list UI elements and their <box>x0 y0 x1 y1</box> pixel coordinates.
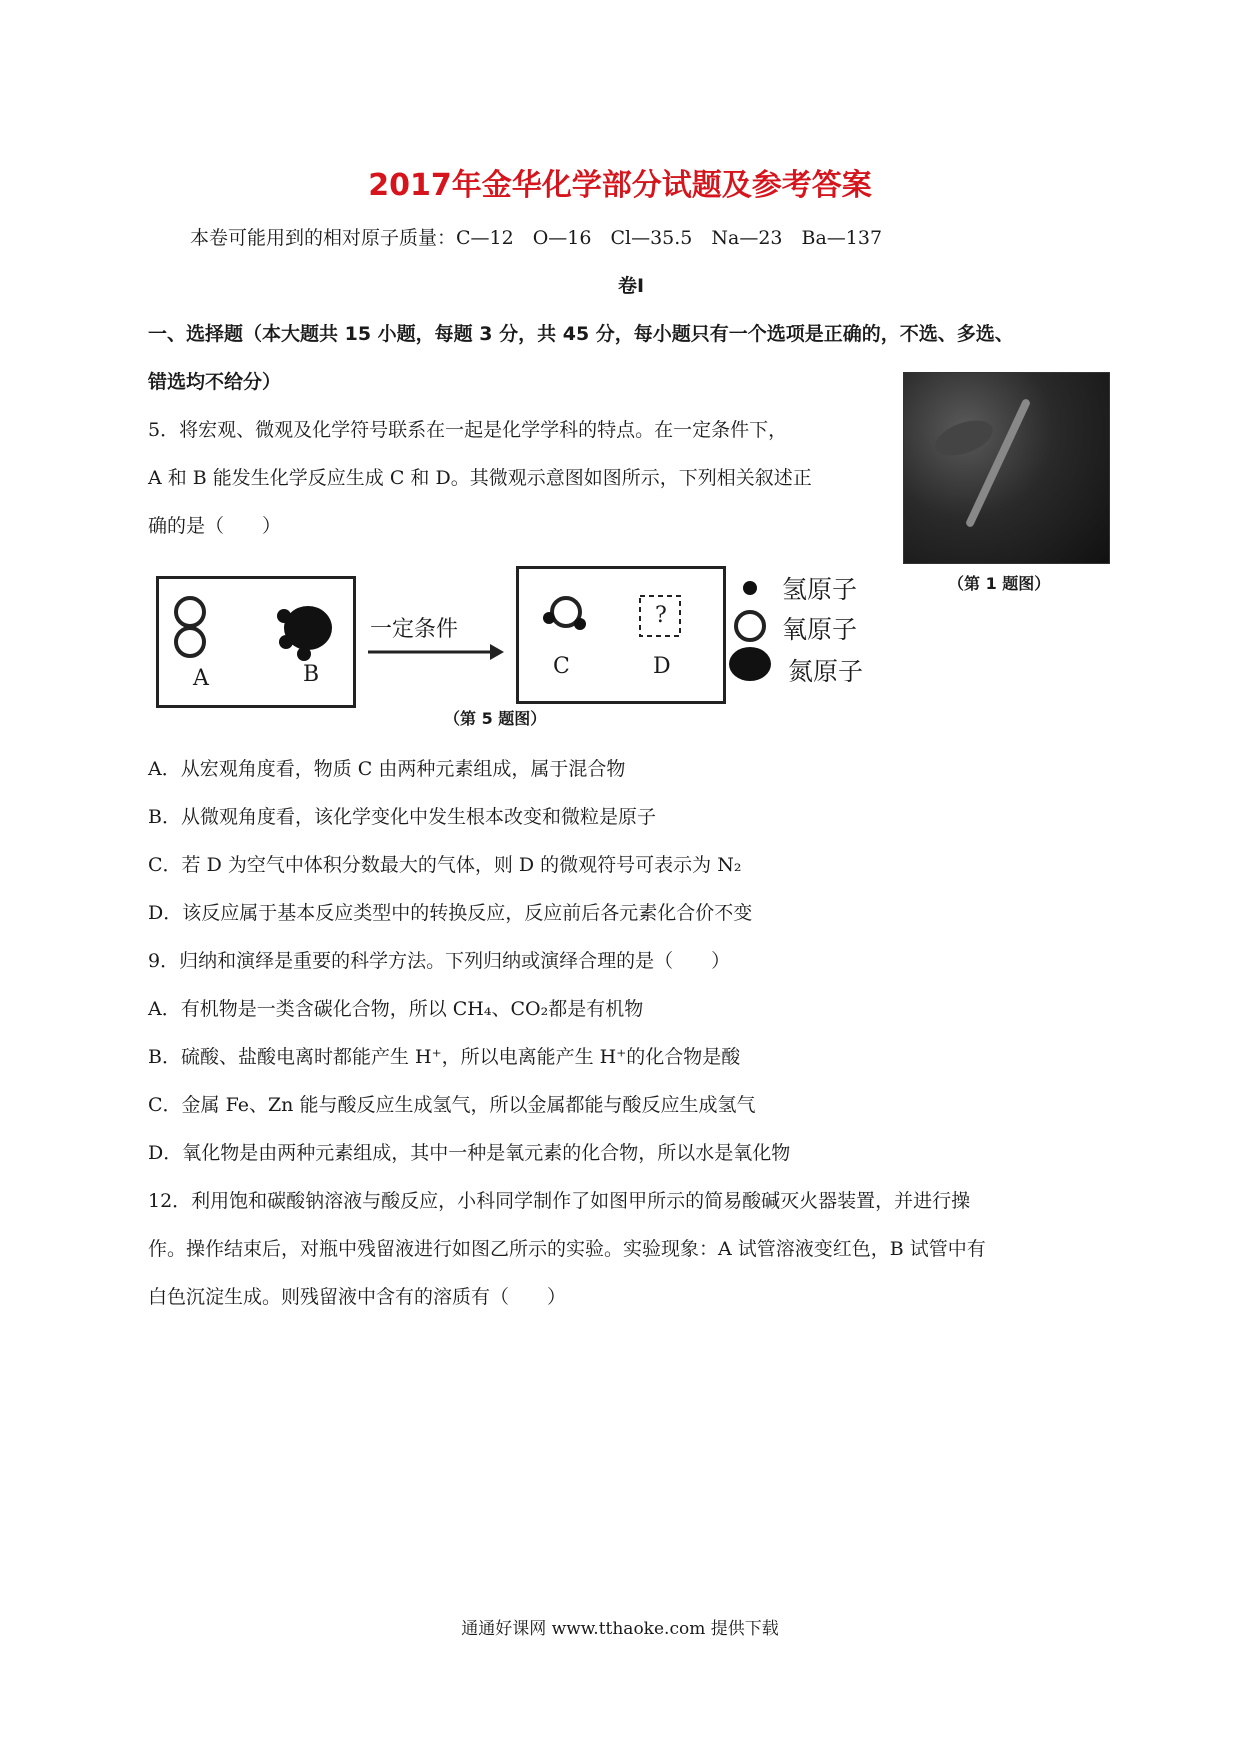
c-hydrogen-atom-1 <box>543 612 555 624</box>
q5-option-b: B．从微观角度看，该化学变化中发生根本改变和微粒是原子 <box>148 806 656 828</box>
figure1-photo <box>903 372 1110 564</box>
legend-oxygen: 氧原子 <box>782 615 858 644</box>
arrow-text: 一定条件 <box>370 617 459 642</box>
document-title: 2017年金华化学部分试题及参考答案 <box>368 168 872 203</box>
hydrogen-legend-icon <box>743 581 757 595</box>
q5-stem-line2: A 和 B 能发生化学反应生成 C 和 D。其微观示意图如图所示，下列相关叙述正 <box>148 467 812 489</box>
label-d: D <box>653 654 671 679</box>
q5-option-a: A．从宏观角度看，物质 C 由两种元素组成，属于混合物 <box>148 758 626 780</box>
page-footer: 通通好课网 www.tthaoke.com 提供下载 <box>461 1619 779 1639</box>
figure5-caption: （第 5 题图） <box>444 709 547 728</box>
q12-stem-line1: 12．利用饱和碳酸钠溶液与酸反应，小科同学制作了如图甲所示的简易酸碱灭火器装置，并进行操 <box>148 1190 971 1212</box>
figure1-caption: （第 1 题图） <box>948 574 1051 593</box>
c-hydrogen-atom-2 <box>574 618 586 630</box>
nitrogen-legend-icon <box>729 647 771 681</box>
q5-stem-line1: 5．将宏观、微观及化学符号联系在一起是化学学科的特点。在一定条件下， <box>148 419 788 441</box>
atomic-mass-line: 本卷可能用到的相对原子质量：C—12 O—16 Cl—35.5 Na—23 Ba—137 <box>190 227 883 249</box>
legend-nitrogen: 氮原子 <box>788 657 864 686</box>
hydrogen-atom-3 <box>297 647 311 661</box>
section-heading-line2: 错选均不给分） <box>148 371 282 393</box>
oxygen-atom-bottom <box>176 628 204 656</box>
oxygen-legend-icon <box>736 612 764 640</box>
q12-stem-line3: 白色沉淀生成。则残留液中含有的溶质有（ ） <box>148 1286 567 1308</box>
label-a: A <box>193 666 209 691</box>
q5-option-d: D．该反应属于基本反应类型中的转换反应，反应前后各元素化合价不变 <box>148 902 753 924</box>
legend-symbols <box>720 566 780 686</box>
oxygen-atom-top <box>176 598 204 626</box>
legend-hydrogen: 氢原子 <box>782 575 858 604</box>
photo-stem <box>965 398 1031 528</box>
q9-option-d: D．氧化物是由两种元素组成，其中一种是氧元素的化合物，所以水是氧化物 <box>148 1142 791 1164</box>
products-molecules <box>516 566 726 702</box>
q5-stem-line3: 确的是（ ） <box>148 515 282 537</box>
q9-option-a: A．有机物是一类含碳化合物，所以 CH₄、CO₂都是有机物 <box>148 998 644 1020</box>
unknown-mark: ? <box>655 603 667 628</box>
q9-option-b: B．硫酸、盐酸电离时都能产生 H⁺，所以电离能产生 H⁺的化合物是酸 <box>148 1046 741 1068</box>
volume-label: 卷Ⅰ <box>618 275 645 297</box>
reaction-arrow <box>366 640 506 664</box>
label-c: C <box>553 654 570 679</box>
label-b: B <box>303 662 320 687</box>
arrow-head <box>490 644 504 660</box>
q9-stem: 9．归纳和演绎是重要的科学方法。下列归纳或演绎合理的是（ ） <box>148 950 731 972</box>
q5-option-c: C．若 D 为空气中体积分数最大的气体，则 D 的微观符号可表示为 N₂ <box>148 854 742 876</box>
section-heading-line1: 一、选择题（本大题共 15 小题，每题 3 分，共 45 分，每小题只有一个选项是正确的，不选、多选、 <box>148 323 1014 345</box>
hydrogen-atom-2 <box>279 635 293 649</box>
q9-option-c: C．金属 Fe、Zn 能与酸反应生成氢气，所以金属都能与酸反应生成氢气 <box>148 1094 756 1116</box>
reactants-molecules <box>156 576 356 706</box>
photo-leaf <box>931 414 998 463</box>
hydrogen-atom-1 <box>277 609 291 623</box>
q12-stem-line2: 作。操作结束后，对瓶中残留液进行如图乙所示的实验。实验现象：A 试管溶液变红色，B 试管中有 <box>148 1238 986 1260</box>
